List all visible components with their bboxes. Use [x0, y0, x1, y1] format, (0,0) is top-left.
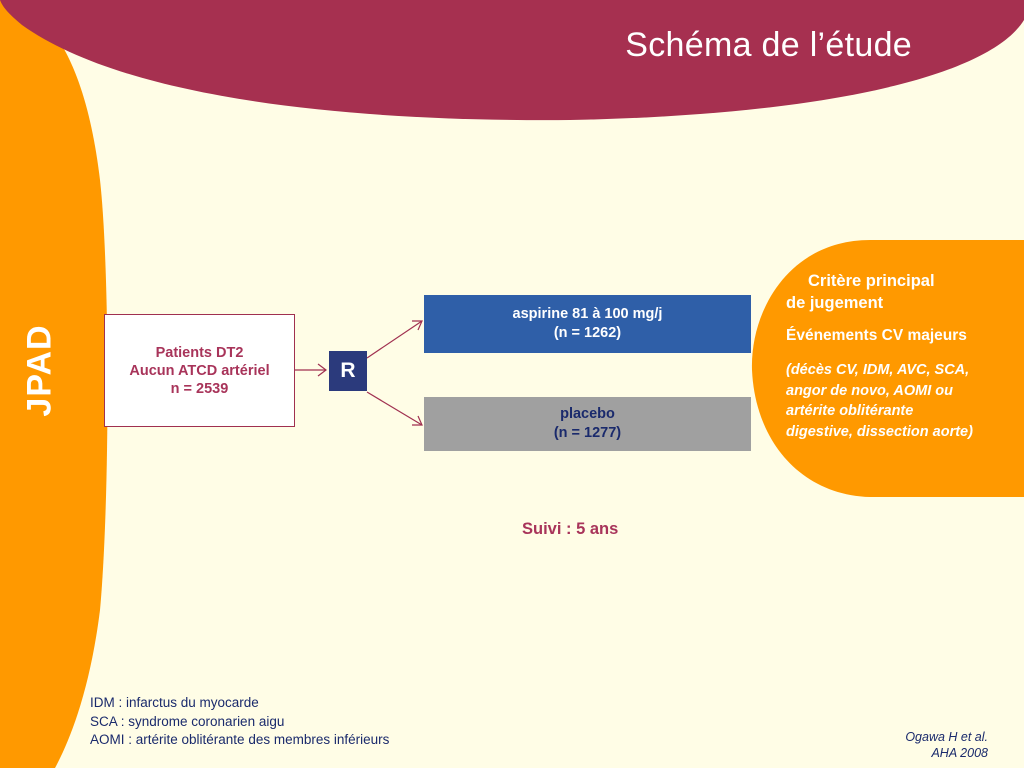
citation [905, 729, 988, 761]
abbreviations-list [90, 694, 389, 750]
aspirin-arm-box [424, 295, 751, 353]
criteria-panel [786, 270, 1018, 442]
criteria-title-line: Critère principal [808, 272, 935, 290]
placebo-arm-box [424, 397, 751, 451]
criteria-detail-line: digestive, dissection aorte) [786, 423, 973, 440]
placebo-arm-label: placebo [560, 406, 615, 422]
citation-source: AHA 2008 [931, 746, 988, 760]
abbreviation-item: AOMI : artérite oblitérante des membres inférieurs [90, 732, 390, 747]
criteria-detail-line: artérite oblitérante [786, 403, 914, 419]
placebo-arm-count: (n = 1277) [553, 425, 622, 441]
side-label-text: JPAD [20, 323, 59, 417]
criteria-detail-line: (décès CV, IDM, AVC, SCA, [786, 362, 970, 378]
criteria-title-line: de jugement [786, 294, 884, 312]
criteria-details [786, 360, 1018, 442]
criteria-title [786, 270, 1018, 314]
arrow-to-aspirin-arm [367, 321, 422, 358]
side-label [10, 300, 70, 440]
patients-box [104, 314, 295, 427]
abbreviation-item: IDM : infarctus du myocarde [90, 695, 259, 710]
arrow-to-placebo-arm [367, 392, 422, 425]
aspirin-arm-count: (n = 1262) [553, 325, 622, 341]
patients-line: Aucun ATCD artériel [129, 362, 270, 379]
abbreviation-item: SCA : syndrome coronarien aigu [90, 713, 285, 729]
patients-count: n = 2539 [170, 380, 229, 397]
patients-line: Patients DT2 [155, 344, 244, 361]
citation-authors: Ogawa H et al. [905, 730, 988, 744]
aspirin-arm-label: aspirine 81 à 100 mg/j [512, 306, 663, 322]
follow-up-duration: Suivi : 5 ans [522, 520, 619, 538]
slide-title: Schéma de l’étude [625, 26, 912, 64]
randomization-box: R [329, 351, 367, 391]
criteria-detail-line: angor de novo, AOMI ou [786, 382, 954, 399]
criteria-events: Événements CV majeurs [786, 327, 967, 344]
